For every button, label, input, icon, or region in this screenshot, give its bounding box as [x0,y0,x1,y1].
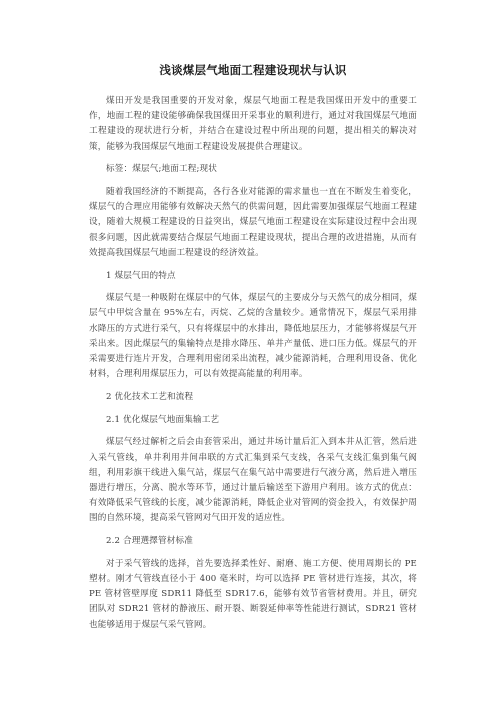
keywords-paragraph: 标签：煤层气;地面工程;现状 [106,164,218,175]
section-2-1-heading: 2.1 优化煤层气地面集输工艺 [106,414,220,425]
section-2-1-paragraph: 煤层气经过解析之后会由套管采出，通过井场计量后汇入到本井从汇管，然后进入采气管线，单井利用井间串联的方式汇集到采气支线，各采气支线汇集到集气阀组，利用彩旗干线进入集气站，煤层气在集气站中需要进行气液分离，然后进入增压器进行增压，分离、脱水等环节，通过计量后输送至下游用户利用。该方式的优点：有效降低采气管线的长度，减少能源消耗，降低企业对管网的资金投入，有效保护周围的自然环境，提高采气管网对气田开发的适应性。 [89,437,417,524]
document-body [89,62,417,640]
section-2-2-heading: 2.2 合理選擇管材标准 [106,536,193,547]
section-2-heading: 2 优化技术工艺和流程 [106,391,194,402]
section-1-heading: 1 煤层气田的特点 [106,270,176,281]
abstract-paragraph: 煤田开发是我国重要的开发对象，煤层气地面工程是我国煤田开发中的重要工作，地面工程的建设能够确保我国煤田开采事业的顺利进行，通过对我国煤层气地面工程建设的现状进行分析，并结合在建设过程中所出现的问题，提出相关的解决对策，能够为我国煤层气地面工程建设发展提供合理建议。 [89,96,417,152]
document-title: 浅谈煤层气地面工程建设现状与认识 [159,63,347,77]
intro-paragraph: 随着我国经济的不断提高，各行各业对能源的需求量也一直在不断发生着变化，煤层气的合理应用能够有效解决天然气的供需问题，因此需要加强煤层气地面工程建设，随着大规模工程建设的日益突出，煤层气地面工程建设在实际建设过程中会出现很多问题，因此就需要结合煤层气地面工程建设现状，提出合理的改进措施，从而有效提高我国煤层气地面工程建设的经济效益。 [89,187,417,258]
section-2-2-paragraph: 对于采气管线的选择，首先要选择柔性好、耐磨、施工方便、使用周期长的 PE 塑材。刚才气管线直径小于 400 毫米时，均可以选择 PE 管材进行连接，其次，将 PE 管材管壁厚度 SDR11 降低至 SDR17.6，能够有效节省管材费用。并且，研究团队对 SDR21 管材的静液压、耐开裂、断裂延伸率等性能进行测试，SDR21 管材也能够适用于煤层气采气管网。 [89,558,417,630]
section-1-paragraph: 煤层气是一种吸附在煤层中的气体，煤层气的主要成分与天然气的成分相同，煤层气中甲烷含量在 95%左右，丙烷、乙烷的含量较少。通常情况下，煤层气采用排水降压的方式进行采气，只有将煤层中的水排出，降低地层压力，才能够将煤层气开采出来。因此煤层气的集输特点是排水降压、单井产量低、进口压力低。煤层气的开采需要进行连片开发，合理利用密闭采出流程，减少能源消耗，合理利用设备、优化材料，合理利用煤层压力，可以有效提高能量的利用率。 [89,293,417,380]
